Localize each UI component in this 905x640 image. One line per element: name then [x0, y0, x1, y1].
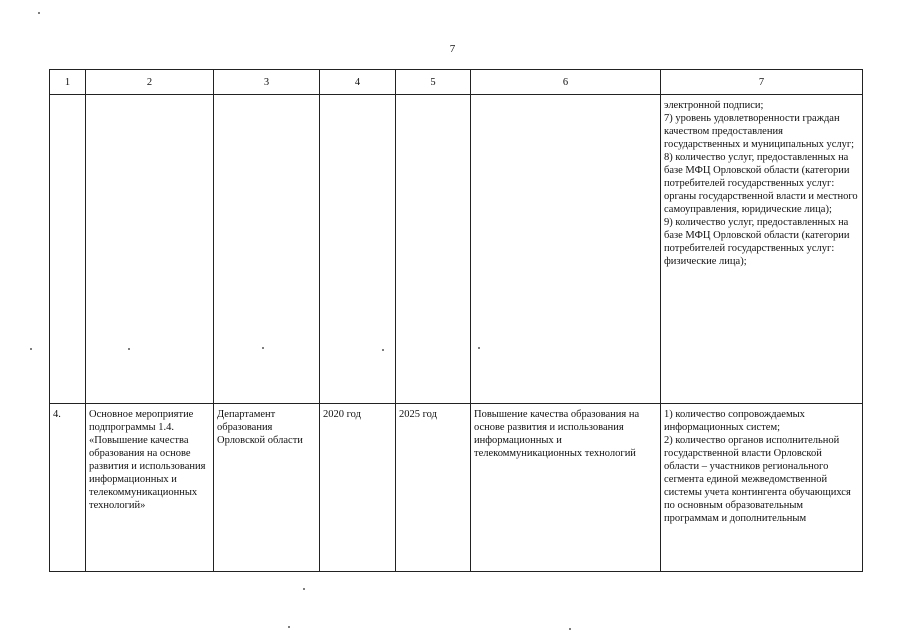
cell-number: 4.	[50, 404, 86, 572]
header-col-6: 6	[471, 70, 661, 95]
scan-speck	[128, 348, 130, 350]
cell-indicators	[661, 95, 863, 404]
header-col-5: 5	[396, 70, 471, 95]
cell-activity	[86, 95, 214, 404]
scan-speck	[262, 347, 264, 349]
cell-number	[50, 95, 86, 404]
scan-speck	[478, 347, 480, 349]
table-row	[50, 95, 863, 404]
header-col-4: 4	[320, 70, 396, 95]
header-col-2: 2	[86, 70, 214, 95]
cell-executor	[214, 95, 320, 404]
cell-start-year	[320, 95, 396, 404]
scan-speck	[303, 588, 305, 590]
cell-expected-result: Повышение качества образования на основе развития и использования информационных и телекоммуникационных технологий	[471, 404, 661, 572]
scan-speck	[30, 348, 32, 350]
cell-expected-result	[471, 95, 661, 404]
header-col-3: 3	[214, 70, 320, 95]
cell-end-year: 2025 год	[396, 404, 471, 572]
scan-speck	[382, 349, 384, 351]
cell-activity: Основное мероприятие подпрограммы 1.4. «Повышение качества образования на основе развития и использования информационных и телекоммуникационных технологий»	[86, 404, 214, 572]
program-table	[49, 69, 863, 572]
scan-speck	[569, 628, 571, 630]
indicator-text: 9) количество услуг, предоставленных на базе МФЦ Орловской области (категории потребителей государственных услуг: физические лица);	[664, 217, 850, 267]
header-col-7: 7	[661, 70, 863, 95]
cell-indicators	[661, 404, 863, 572]
table-row	[50, 404, 863, 572]
cell-end-year	[396, 95, 471, 404]
indicator-text: электронной подписи;	[664, 100, 764, 111]
header-col-1: 1	[50, 70, 86, 95]
scan-speck	[38, 12, 40, 14]
page-number: 7	[449, 43, 456, 55]
cell-start-year: 2020 год	[320, 404, 396, 572]
indicator-text: 2) количество органов исполнительной государственной власти Орловской области – участников регионального сегмента единой межведомственной системы учета контингента обучающихся по основным образовательным программам и дополнительным	[664, 435, 851, 524]
indicator-text: 1) количество сопровождаемых информационных систем;	[664, 409, 805, 433]
indicator-text: 8) количество услуг, предоставленных на базе МФЦ Орловской области (категории потребителей государственных услуг: органы государственной власти и местного самоуправления, юридические лица);	[664, 152, 858, 215]
cell-executor: Департамент образования Орловской области	[214, 404, 320, 572]
indicator-text: 7) уровень удовлетворенности граждан качеством предоставления государственных и муниципальных услуг;	[664, 113, 855, 150]
scan-speck	[288, 626, 290, 628]
table-header-row	[50, 70, 863, 95]
